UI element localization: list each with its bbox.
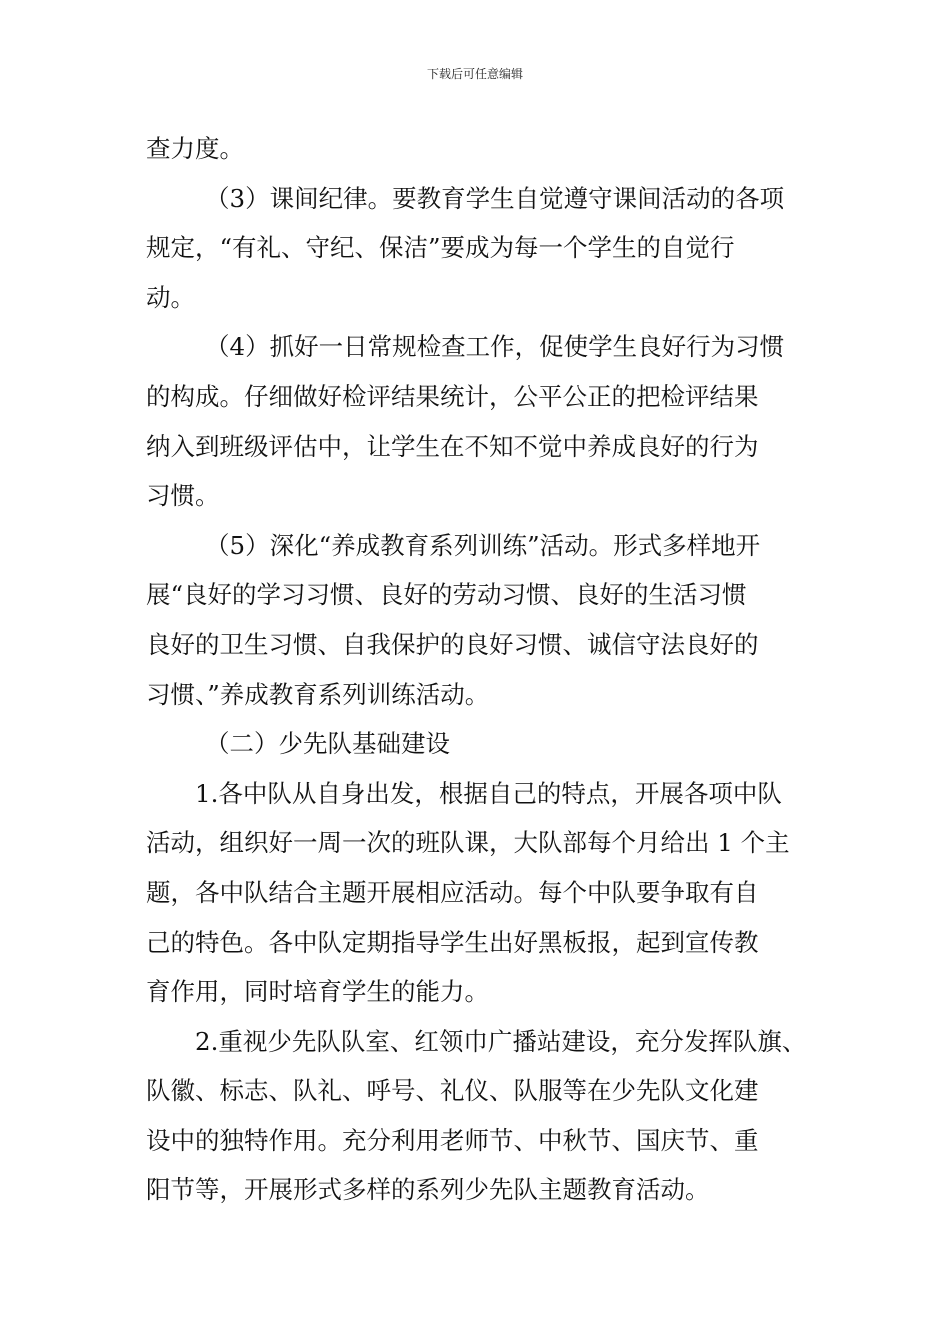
item-1-start: 1.各中队从自身出发，根据自己的特点，开展各项中队 xyxy=(195,778,782,808)
paragraph-3-start: （3）课间纪律。要教育学生自觉遵守课间活动的各项 xyxy=(205,183,785,213)
text-line: 习惯、”养成教育系列训练活动。 xyxy=(146,679,490,709)
text-line: 育作用，同时培育学生的能力。 xyxy=(146,977,489,1007)
text-line: 习惯。 xyxy=(146,481,220,511)
text-line: 设中的独特作用。充分利用老师节、中秋节、国庆节、重 xyxy=(146,1125,759,1155)
text-line: 题，各中队结合主题开展相应活动。每个中队要争取有自 xyxy=(146,877,759,907)
text-line: 队徽、标志、队礼、呼号、礼仪、队服等在少先队文化建 xyxy=(146,1076,759,1106)
text-line: 良好的卫生习惯、自我保护的良好习惯、诚信守法良好的 xyxy=(146,629,759,659)
text-line: 纳入到班级评估中，让学生在不知不觉中养成良好的行为 xyxy=(146,431,759,461)
text-line: 己的特色。各中队定期指导学生出好黑板报，起到宣传教 xyxy=(146,927,759,957)
text-line: 阳节等，开展形式多样的系列少先队主题教育活动。 xyxy=(146,1175,710,1205)
text-line: 查力度。 xyxy=(146,134,244,163)
section-heading: （二）少先队基础建设 xyxy=(205,729,450,759)
text-line: 动。 xyxy=(146,282,195,312)
text-line: 的构成。仔细做好检评结果统计，公平公正的把检评结果 xyxy=(146,381,759,411)
document-body xyxy=(146,124,826,1215)
paragraph-4-start: （4）抓好一日常规检查工作，促使学生良好行为习惯 xyxy=(205,332,785,362)
text-line: 展“良好的学习习惯、良好的劳动习惯、良好的生活习惯 xyxy=(146,580,747,610)
page-header: 下载后可任意编辑 xyxy=(426,67,523,81)
text-line: 规定，“有礼、守纪、保洁”要成为每一个学生的自觉行 xyxy=(146,233,735,263)
item-2-start: 2.重视少先队队室、红领巾广播站建设，充分发挥队旗、 xyxy=(195,1026,807,1056)
paragraph-5-start: （5）深化“养成教育系列训练”活动。形式多样地开 xyxy=(205,530,761,560)
text-line: 活动，组织好一周一次的班队课，大队部每个月给出 1 个主 xyxy=(146,828,790,858)
